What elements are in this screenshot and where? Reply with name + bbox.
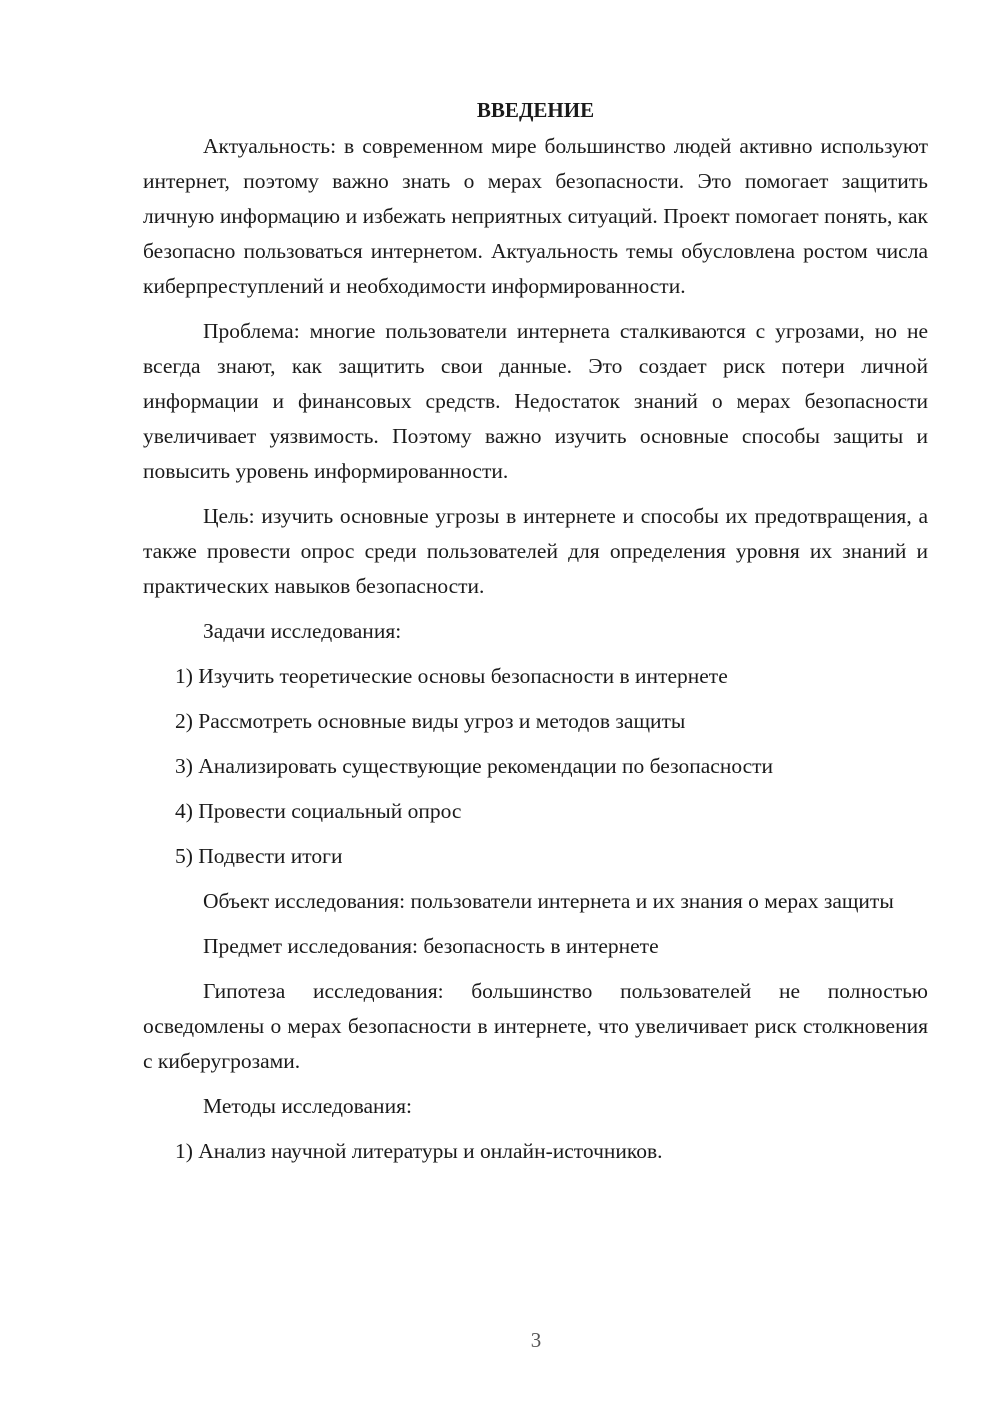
task-item: 5) Подвести итоги	[175, 844, 343, 868]
methods-heading: Методы исследования:	[203, 1094, 412, 1118]
task-item: 1) Изучить теоретические основы безопасности в интернете	[175, 664, 728, 688]
problem-paragraph: Проблема: многие пользователи интернета сталкиваются с угрозами, но не всегда знают, как защитить свои данные. Это создает риск потери личной информации и финансовых средств. Недостаток знаний о мерах безопасности увеличивает уязвимость. Поэтому важно изучить основные способы защиты и повысить уровень информированности.	[143, 319, 928, 483]
task-item: 3) Анализировать существующие рекомендации по безопасности	[175, 754, 774, 778]
relevance-paragraph: Актуальность: в современном мире большинство людей активно используют интернет, поэтому важно знать о мерах безопасности. Это помогает защитить личную информацию и избежать неприятных ситуаций. Проект помогает понять, как безопасно пользоваться интернетом. Актуальность темы обусловлена ростом числа киберпреступлений и необходимости информированности.	[143, 134, 928, 298]
tasks-list	[143, 659, 928, 874]
document-page	[143, 92, 928, 1179]
methods-list	[143, 1134, 928, 1169]
hypothesis-paragraph: Гипотеза исследования: большинство пользователей не полностью осведомлены о мерах безопасности в интернете, что увеличивает риск столкновения с киберугрозами.	[143, 979, 928, 1073]
goal-paragraph: Цель: изучить основные угрозы в интернете и способы их предотвращения, а также провести опрос среди пользователей для определения уровня их знаний и практических навыков безопасности.	[143, 504, 928, 598]
method-item: 1) Анализ научной литературы и онлайн-источников.	[175, 1139, 663, 1163]
task-item: 2) Рассмотреть основные виды угроз и методов защиты	[175, 709, 686, 733]
task-item: 4) Провести социальный опрос	[175, 799, 462, 823]
page-number: 3	[530, 1328, 542, 1352]
subject-paragraph: Предмет исследования: безопасность в интернете	[203, 934, 659, 958]
tasks-heading: Задачи исследования:	[203, 619, 402, 643]
section-title: ВВЕДЕНИЕ	[476, 98, 595, 122]
object-paragraph: Объект исследования: пользователи интернета и их знания о мерах защиты	[203, 889, 894, 913]
